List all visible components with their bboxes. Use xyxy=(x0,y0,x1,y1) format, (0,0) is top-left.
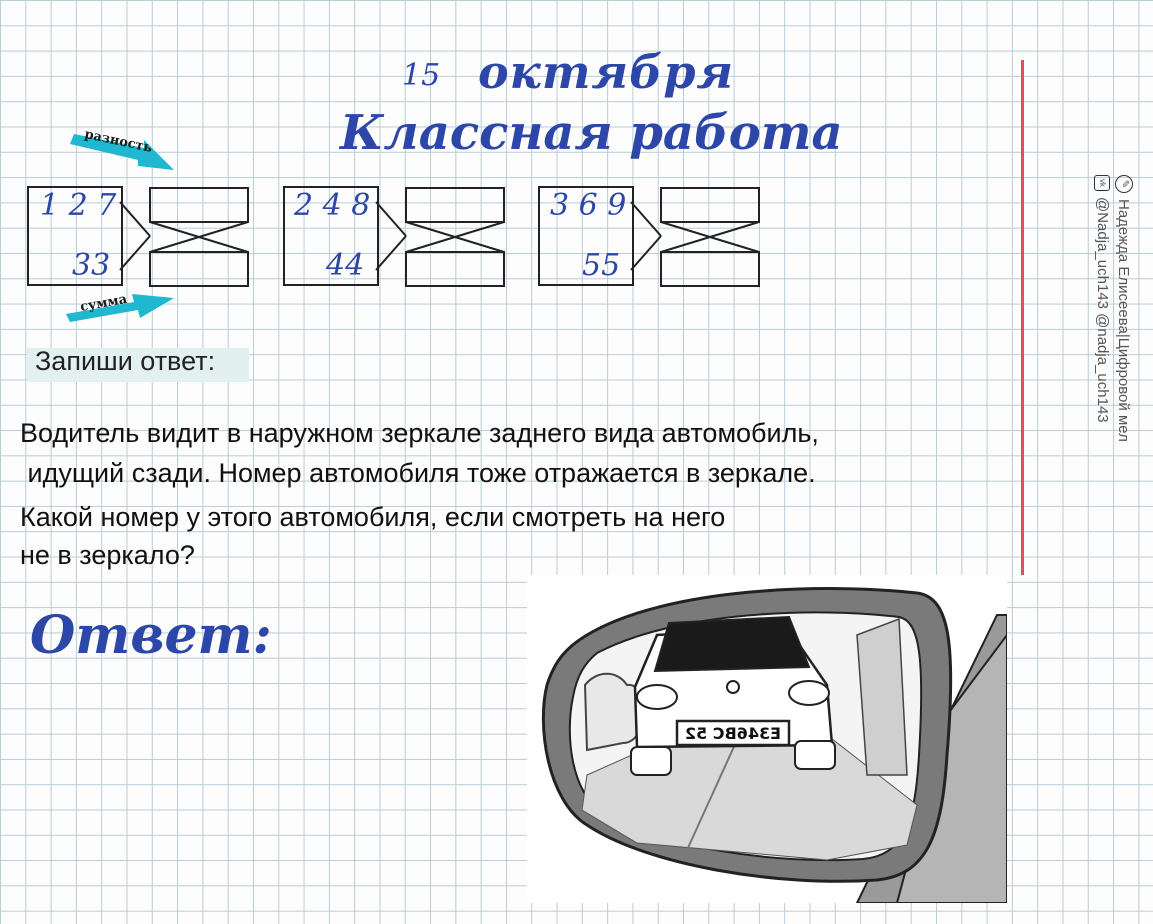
number-bottom-3: 55 xyxy=(582,248,621,283)
date-day: 15 xyxy=(402,58,441,93)
answer-label: Ответ: xyxy=(30,605,272,666)
answer-diagram-1 xyxy=(118,186,253,290)
task-line-3: Какой номер у этого автомобиля, если смотреть на него xyxy=(20,502,726,532)
answer-diagram-2 xyxy=(374,186,509,290)
difference-tag: разность xyxy=(83,127,154,156)
margin-line xyxy=(1021,60,1024,575)
date-month: октября xyxy=(478,45,735,99)
task-line-4: не в зеркало? xyxy=(20,540,195,570)
plate-number-mirrored: Е346ВС 52 xyxy=(684,724,782,743)
author-credit xyxy=(1089,175,1139,475)
answer-diagram-3 xyxy=(629,186,764,290)
side-mirror-illustration xyxy=(527,575,1007,903)
number-bottom-2: 44 xyxy=(326,248,365,283)
pencil-icon: ✎ xyxy=(1115,175,1133,193)
vk-icon: vk xyxy=(1095,175,1111,191)
task-line-2: идущий сзади. Номер автомобиля тоже отражается в зеркале. xyxy=(20,458,816,488)
prompt-text: Запиши ответ: xyxy=(35,346,216,376)
task-line-1: Водитель видит в наружном зеркале заднего вида автомобиль, xyxy=(20,418,819,448)
credit-line-1: Надежда Елисеева|Цифровой мел xyxy=(1115,199,1133,442)
credit-line-2: @Nadja_uch143 @nadja_uch143 xyxy=(1094,197,1111,423)
sum-tag: сумма xyxy=(79,292,129,315)
number-top-3: 3 6 9 xyxy=(550,188,627,223)
number-bottom-1: 33 xyxy=(72,248,111,283)
number-top-1: 1 2 7 xyxy=(40,188,117,223)
number-top-2: 2 4 8 xyxy=(294,188,371,223)
page-title: Классная работа xyxy=(340,105,843,161)
